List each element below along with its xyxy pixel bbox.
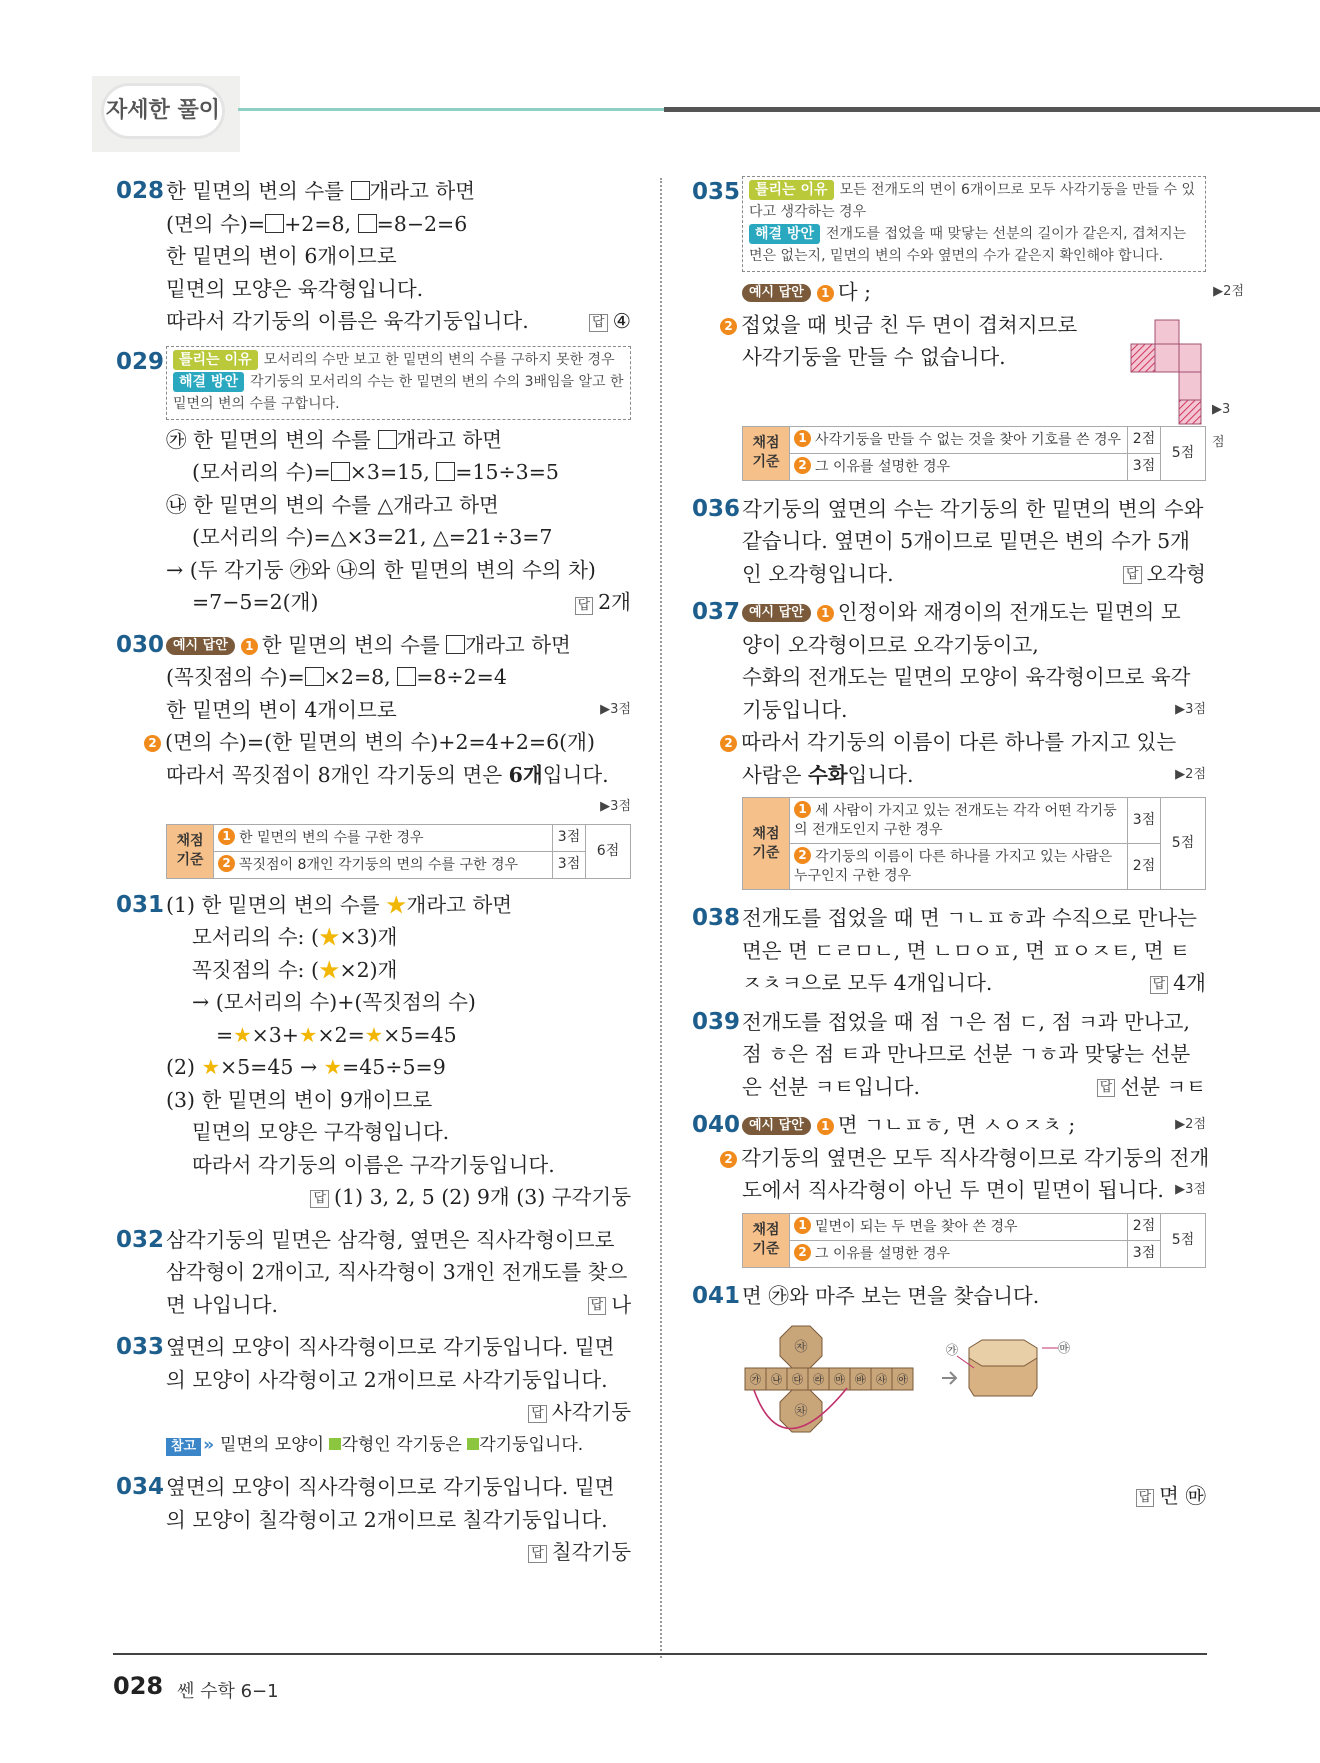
- line: 면은 면 ㄷㄹㅁㄴ, 면 ㄴㅁㅇㅍ, 면 ㅍㅇㅈㅌ, 면 ㅌ: [742, 938, 1190, 963]
- blank-box-icon: [436, 462, 455, 481]
- total-points: 5점: [1161, 798, 1206, 890]
- text: =: [216, 1022, 234, 1047]
- answer-label: 답: [575, 597, 594, 615]
- line: [742, 1071, 1206, 1104]
- problem-034: [116, 1471, 631, 1569]
- grading-label: 채점 기준: [743, 426, 790, 480]
- text: 개라고 하면: [396, 427, 503, 452]
- points-mark: ▶3점: [600, 799, 631, 814]
- text: 밑면이 되는 두 면을 찾아 쓴 경우: [815, 1218, 1018, 1235]
- text: 밑면의 모양이: [220, 1434, 330, 1455]
- star-icon: ★: [201, 1055, 220, 1079]
- header-rule-right: [664, 107, 1320, 112]
- prism-net-figure: [1128, 318, 1204, 426]
- line: 의 모양이 칠각형이고 2개이므로 칠각기둥입니다.: [166, 1507, 608, 1532]
- problem-039: [692, 1006, 1206, 1104]
- blank-box-icon: [358, 214, 377, 233]
- criterion-points: 3점: [553, 824, 586, 851]
- text: 따라서 각기둥의 이름은 육각기둥입니다.: [166, 309, 529, 333]
- text: 꼭짓점이 8개인 각기둥의 면의 수를 구한 경우: [239, 856, 519, 873]
- text: ×2)개: [339, 957, 398, 982]
- text: 사람은: [742, 762, 808, 787]
- line: (모서리의 수)=△×3=21, △=21÷3=7: [192, 525, 553, 549]
- face-pointer-label-a: ㉮: [945, 1343, 959, 1357]
- line: → (모서리의 수)+(꼭짓점의 수): [192, 990, 476, 1014]
- problem-031: [116, 889, 631, 1214]
- line: [742, 596, 1206, 629]
- text: =7−5=2(개): [192, 590, 319, 614]
- star-icon: ★: [233, 1022, 252, 1047]
- green-box-icon: [329, 1438, 341, 1450]
- header-title-cloud: [104, 86, 222, 136]
- solution-label: 해결 방안: [173, 372, 244, 392]
- points-mark: ▶3점: [600, 701, 631, 717]
- chevron-right-icon: »: [203, 1434, 215, 1455]
- answer-value: 나: [611, 1292, 631, 1317]
- star-icon: ★: [318, 925, 340, 949]
- criterion: [790, 426, 1128, 453]
- book-title: 쎈 수학 6−1: [177, 1681, 279, 1702]
- text: 입니다.: [847, 762, 914, 787]
- text: 한 밑면의 변의 수를: [261, 632, 447, 657]
- text: 개라고 하면: [369, 179, 476, 203]
- column-divider: [660, 178, 662, 1658]
- line: [742, 1174, 1206, 1207]
- problem-041: [692, 1280, 1206, 1513]
- points-mark: ▶2점: [1213, 284, 1244, 299]
- text: 그 이유를 설명한 경우: [815, 1245, 951, 1262]
- wrong-reason-label: 틀리는 이유: [749, 180, 834, 200]
- text: 한 밑면의 변의 수를: [166, 179, 351, 203]
- line: 수화의 전개도는 밑면의 모양이 육각형이므로 육각: [742, 665, 1191, 689]
- text: ㉮ 한 밑면의 변의 수를: [166, 427, 378, 452]
- text: ×5=45: [383, 1022, 457, 1047]
- problem-037: [692, 596, 1206, 890]
- tip-box: [742, 176, 1206, 272]
- answer-value: 사각기둥: [551, 1400, 631, 1424]
- problem-number: 028: [116, 178, 165, 204]
- text: =45÷5=9: [342, 1055, 446, 1079]
- line: 사각기둥을 만들 수 없습니다.: [742, 345, 1006, 369]
- line: 삼각형이 2개이고, 직사각형이 3개인 전개도를 찾으: [166, 1260, 628, 1284]
- step-1-icon: 1: [241, 638, 258, 655]
- criterion-points: 3점: [1128, 1240, 1161, 1267]
- text: (2): [166, 1055, 202, 1079]
- problem-number: 030: [116, 631, 165, 658]
- text: 기둥입니다.: [742, 697, 848, 722]
- problem-038: [692, 902, 1206, 1000]
- net-face: [1179, 344, 1201, 372]
- left-column: [116, 175, 631, 1569]
- net-side-faces: [745, 1368, 913, 1390]
- line: 전개도를 접었을 때 점 ㄱ은 점 ㄷ, 점 ㅋ과 만나고,: [742, 1009, 1190, 1034]
- footer-rule: [113, 1653, 1207, 1655]
- grading-table: [166, 824, 631, 879]
- text: 각형인 각기둥은: [341, 1434, 468, 1455]
- points-mark: ▶3점: [1175, 1182, 1206, 1197]
- tip-wrong: [749, 179, 1199, 223]
- star-icon: ★: [386, 892, 407, 917]
- face-pointer-label-b: ㉲: [1057, 1341, 1071, 1355]
- answer-value: ④: [612, 309, 631, 333]
- star-icon: ★: [318, 957, 340, 982]
- problem-028: [116, 175, 631, 338]
- text: ×3=15,: [349, 460, 437, 484]
- answer-value: 선분 ㅋㅌ: [1120, 1074, 1206, 1099]
- criterion: [790, 844, 1128, 890]
- emphasis: 수화: [807, 762, 848, 787]
- step-2-icon: 2: [794, 847, 811, 864]
- line: [742, 276, 1244, 309]
- net-face-label: ㉴: [876, 1373, 887, 1386]
- page-number: 028: [113, 1672, 164, 1700]
- line: 따라서 각기둥의 이름은 구각기둥입니다.: [192, 1152, 555, 1177]
- line: 옆면의 모양이 직사각형이므로 각기둥입니다. 밑면: [166, 1335, 615, 1359]
- text: 사각기둥을 만들 수 없는 것을 찾아 기호를 쓴 경우: [815, 431, 1122, 448]
- grading-label: 채점 기준: [167, 824, 214, 878]
- text: =8÷2=4: [416, 665, 507, 689]
- problem-number: 034: [116, 1474, 165, 1500]
- text: (면의 수)=: [166, 211, 266, 236]
- line: [166, 424, 631, 457]
- text: 인 오각형입니다.: [742, 561, 894, 586]
- answer-label: 답: [528, 1405, 547, 1423]
- criterion-points: 2점: [1128, 844, 1161, 890]
- answer-value: 칠각기둥: [551, 1540, 631, 1564]
- problem-036: [692, 493, 1206, 591]
- net-face: [1179, 372, 1201, 400]
- text: 개라고 하면: [406, 892, 513, 917]
- grading-label: 채점 기준: [743, 798, 790, 890]
- line: → (두 각기둥 ㉮와 ㉯의 한 밑면의 변의 수의 차): [166, 557, 596, 582]
- criterion-points: 3점: [1128, 798, 1161, 844]
- text: ㅈㅊㅋ으로 모두 4개입니다.: [742, 971, 993, 995]
- line: [166, 694, 631, 727]
- green-box-icon: [467, 1438, 479, 1450]
- step-1-icon: 1: [817, 605, 834, 622]
- line: 같습니다. 옆면이 5개이므로 밑면은 변의 수가 5개: [742, 529, 1190, 553]
- net-face-label: ㉯: [771, 1373, 782, 1386]
- answer: [166, 1536, 631, 1569]
- hatched-face: [1131, 344, 1155, 372]
- criterion: [214, 824, 553, 851]
- problem-035: [692, 176, 1244, 481]
- step-2-icon: 2: [720, 735, 737, 752]
- reference-label: 참고: [166, 1438, 201, 1456]
- line: 전개도를 접었을 때 면 ㄱㄴㅍㅎ과 수직으로 만나는: [742, 906, 1197, 930]
- text: 각기둥의 이름이 다른 하나를 가지고 있는 사람은 누구인지 구한 경우: [794, 849, 1113, 884]
- line: [742, 759, 1206, 792]
- criterion: [790, 453, 1128, 480]
- text: 따라서 꼭짓점이 8개인 각기둥의 면은: [166, 762, 509, 787]
- net-face: [1155, 320, 1179, 344]
- text: 인정이와 재경이의 전개도는 밑면의 모: [837, 600, 1181, 624]
- answer-value: 오각형: [1146, 561, 1206, 586]
- answer-label: 답: [528, 1545, 547, 1563]
- text: 한 밑면의 변의 수를 구한 경우: [239, 829, 424, 846]
- line: (3) 한 밑면의 변이 9개이므로: [166, 1087, 433, 1112]
- line: [166, 1289, 631, 1322]
- header-rule-left: [238, 108, 664, 111]
- line: 의 모양이 사각형이고 2개이므로 사각기둥입니다.: [166, 1367, 608, 1392]
- total-points: 5점: [1161, 426, 1206, 480]
- tip-text: 모든 전개도의 면이 6개이므로 모두 사각기둥을 만들 수 있다고 생각하는 경우: [749, 182, 1196, 220]
- answer: [166, 1181, 631, 1214]
- text: 은 선분 ㅋㅌ입니다.: [742, 1074, 920, 1099]
- text: 모서리의 수: (: [192, 925, 319, 949]
- step-1-icon: 1: [218, 828, 235, 845]
- reference-note: [166, 1429, 631, 1462]
- net-face-label: ㉳: [855, 1373, 866, 1386]
- text: 각기둥입니다.: [479, 1434, 584, 1455]
- line: 양이 오각형이므로 오각기둥이고,: [742, 632, 1039, 657]
- line: 옆면의 모양이 직사각형이므로 각기둥입니다. 밑면: [166, 1475, 615, 1499]
- text: =8−2=6: [376, 211, 468, 236]
- step-2-icon: 2: [144, 735, 161, 752]
- problem-029: [116, 346, 631, 619]
- octagonal-prism-net-figure: [742, 1318, 1072, 1478]
- blank-box-icon: [265, 214, 284, 233]
- example-answer-tag: 예시 답안: [166, 637, 235, 655]
- text: ×5=45 →: [219, 1055, 324, 1079]
- text: 각기둥의 옆면은 모두 직사각형이므로 각기둥의 전개: [741, 1145, 1210, 1170]
- blank-box-icon: [378, 430, 397, 449]
- line: [166, 759, 631, 814]
- total-points: 5점: [1161, 1213, 1206, 1267]
- points-mark: ▶2점: [1175, 1117, 1206, 1132]
- text: +2=8,: [284, 211, 358, 236]
- grading-label: 채점 기준: [743, 1213, 790, 1267]
- answer-value: 2개: [598, 590, 631, 614]
- example-answer-tag: 예시 답안: [742, 284, 811, 302]
- line: [166, 305, 631, 338]
- text: 면 나입니다.: [166, 1292, 279, 1317]
- text: 한 밑면의 변이 4개이므로: [166, 697, 397, 722]
- criterion: [790, 798, 1128, 844]
- text: 접었을 때 빗금 친 두 면이 겹쳐지므로: [741, 312, 1078, 337]
- answer-label: 답: [1123, 566, 1142, 584]
- answer-value: (1) 3, 2, 5 (2) 9개 (3) 구각기둥: [334, 1185, 631, 1209]
- points-mark: ▶2점: [1175, 766, 1206, 782]
- criterion: [790, 1240, 1128, 1267]
- text: (모서리의 수)=: [192, 460, 331, 484]
- star-icon: ★: [323, 1055, 343, 1079]
- net-face-label: ㉱: [813, 1373, 824, 1386]
- text: (1) 한 밑면의 변의 수를: [166, 892, 387, 917]
- top-face-label: ㉶: [794, 1340, 808, 1355]
- problem-number: 037: [692, 599, 741, 625]
- problem-040: [692, 1109, 1210, 1268]
- text: 세 사람이 가지고 있는 전개도는 각각 어떤 각기둥의 전개도인지 구한 경우: [794, 803, 1117, 838]
- line: [742, 558, 1206, 591]
- line: [166, 208, 631, 241]
- tip-text: 각기둥의 모서리의 수는 한 밑면의 변의 수의 3배임을 알고 한 밑면의 변의 수를 구합니다.: [173, 373, 624, 412]
- hatched-face: [1179, 400, 1201, 424]
- line: [742, 1109, 1206, 1142]
- line: 면 ㉮와 마주 보는 면을 찾습니다.: [742, 1283, 1040, 1308]
- blank-box-icon: [397, 667, 416, 686]
- tip-box: [166, 346, 631, 420]
- step-1-icon: 1: [794, 430, 811, 447]
- line: ㉯ 한 밑면의 변의 수를 △개라고 하면: [166, 492, 499, 517]
- problem-number: 041: [692, 1282, 741, 1309]
- example-answer-tag: 예시 답안: [742, 604, 811, 622]
- line: 각기둥의 옆면의 수는 각기둥의 한 밑면의 변의 수와: [742, 496, 1204, 521]
- net-face: [1155, 344, 1179, 372]
- text: 따라서 각기둥의 이름이 다른 하나를 가지고 있는: [741, 730, 1177, 754]
- line: [742, 694, 1206, 727]
- points-mark: ▶3점: [1212, 402, 1231, 450]
- line: 점 ㅎ은 점 ㅌ과 만나므로 선분 ㄱㅎ과 맞닿는 선분: [742, 1042, 1191, 1066]
- blank-box-icon: [446, 635, 465, 654]
- points-mark: ▶3점: [1175, 701, 1206, 717]
- problem-number: 032: [116, 1226, 165, 1253]
- line: 삼각기둥의 밑면은 삼각형, 옆면은 직사각형이므로: [166, 1227, 615, 1252]
- criterion: [214, 851, 553, 878]
- problem-number: 033: [116, 1334, 165, 1360]
- line: [166, 586, 631, 619]
- problem-number: 038: [692, 905, 741, 931]
- grading-table: [742, 1213, 1206, 1268]
- text: 입니다.: [542, 762, 609, 787]
- text: =15÷3=5: [455, 460, 559, 484]
- text: (꼭짓점의 수)=: [166, 665, 305, 689]
- answer-label: 답: [589, 314, 608, 332]
- line: 밑면의 모양은 육각형입니다.: [166, 276, 424, 301]
- problem-number: 029: [116, 348, 165, 375]
- text: 면 ㄱㄴㅍㅎ, 면 ㅅㅇㅈㅊ ;: [837, 1113, 1076, 1137]
- arrow-icon: [942, 1372, 956, 1384]
- grading-table: [742, 426, 1206, 481]
- solution-label: 해결 방안: [749, 224, 820, 244]
- net-face-label: ㉮: [750, 1373, 761, 1386]
- tip-wrong: [173, 349, 624, 371]
- emphasis: 6개: [508, 762, 543, 787]
- text: ×2=: [317, 1022, 365, 1047]
- line: [720, 1142, 1210, 1175]
- star-icon: ★: [364, 1022, 384, 1047]
- tip-text: 전개도를 접었을 때 맞닿는 선분의 길이가 같은지, 겹쳐지는 면은 없는지, 밑면의 변의 수와 옆면의 수가 같은지 확인해야 합니다.: [749, 226, 1187, 264]
- answer-label: 답: [1136, 1489, 1155, 1507]
- step-2-icon: 2: [218, 855, 235, 872]
- step-2-icon: 2: [794, 1244, 811, 1261]
- step-1-icon: 1: [817, 285, 834, 302]
- problem-number: 035: [692, 179, 741, 205]
- blank-box-icon: [331, 462, 350, 481]
- prism-top: [969, 1340, 1037, 1366]
- text: 꼭짓점의 수: (: [192, 957, 319, 982]
- criterion-points: 3점: [1128, 453, 1161, 480]
- line: [166, 889, 631, 922]
- problem-number: 036: [692, 495, 741, 522]
- text: ×3)개: [339, 925, 398, 949]
- grading-table: [742, 797, 1206, 890]
- line: [742, 967, 1206, 1000]
- line: [166, 1019, 631, 1052]
- blank-box-icon: [305, 667, 324, 686]
- criterion-points: 2점: [1128, 1213, 1161, 1240]
- blank-box-icon: [351, 181, 370, 200]
- answer: [166, 1396, 631, 1429]
- line: [166, 1051, 631, 1084]
- tip-fix: [173, 371, 624, 415]
- line: [166, 175, 631, 208]
- line: [166, 954, 631, 987]
- net-face-label: ㉵: [897, 1373, 908, 1386]
- problem-032: [116, 1224, 631, 1322]
- answer-value: 면 ㉲: [1159, 1484, 1206, 1508]
- answer-value: 4개: [1173, 971, 1206, 995]
- step-1-icon: 1: [817, 1118, 834, 1135]
- problem-number: 040: [692, 1112, 741, 1138]
- step-1-icon: 1: [794, 801, 811, 818]
- text: 그 이유를 설명한 경우: [815, 458, 951, 475]
- text: (면의 수)=(한 밑면의 변의 수)+2=4+2=6(개): [165, 730, 595, 754]
- line: [144, 726, 631, 759]
- line: [166, 661, 631, 694]
- right-column: [692, 178, 1244, 1513]
- header-title: 자세한 풀이: [106, 98, 220, 123]
- line: [166, 921, 631, 954]
- step-2-icon: 2: [794, 457, 811, 474]
- wrong-reason-label: 틀리는 이유: [173, 350, 258, 370]
- tip-fix: [749, 223, 1199, 267]
- line: [166, 629, 631, 662]
- step-2-icon: 2: [720, 318, 737, 335]
- total-points: 6점: [586, 824, 631, 878]
- text: 다 ;: [837, 280, 871, 304]
- line: 한 밑면의 변이 6개이므로: [166, 244, 397, 268]
- example-answer-tag: 예시 답안: [742, 1117, 811, 1135]
- text: 개라고 하면: [465, 632, 571, 657]
- criterion-points: 3점: [553, 851, 586, 878]
- text: ×3+: [251, 1022, 299, 1047]
- answer-label: 답: [1097, 1079, 1116, 1097]
- step-2-icon: 2: [720, 1151, 737, 1168]
- problem-number: 039: [692, 1008, 741, 1035]
- text: ×2=8,: [323, 665, 398, 689]
- net-face-label: ㉰: [792, 1373, 803, 1386]
- problem-030: [116, 629, 631, 879]
- line: [720, 726, 1206, 759]
- bottom-face-label: ㉷: [794, 1404, 808, 1419]
- star-icon: ★: [298, 1022, 318, 1047]
- answer: [589, 305, 631, 338]
- net-face-label: ㉲: [834, 1373, 845, 1386]
- answer: [742, 1480, 1206, 1513]
- line: [166, 456, 631, 489]
- line: 밑면의 모양은 구각형입니다.: [192, 1120, 450, 1144]
- text: 도에서 직사각형이 아닌 두 면이 밑면이 됩니다.: [742, 1178, 1164, 1202]
- step-1-icon: 1: [794, 1217, 811, 1234]
- criterion-points: 2점: [1128, 426, 1161, 453]
- tip-text: 모서리의 수만 보고 한 밑면의 변의 수를 구하지 못한 경우: [263, 351, 615, 368]
- criterion: [790, 1213, 1128, 1240]
- problem-number: 031: [116, 891, 165, 918]
- answer-label: 답: [588, 1297, 607, 1315]
- answer-label: 답: [310, 1190, 329, 1208]
- problem-033: [116, 1331, 631, 1461]
- answer-label: 답: [1150, 976, 1169, 994]
